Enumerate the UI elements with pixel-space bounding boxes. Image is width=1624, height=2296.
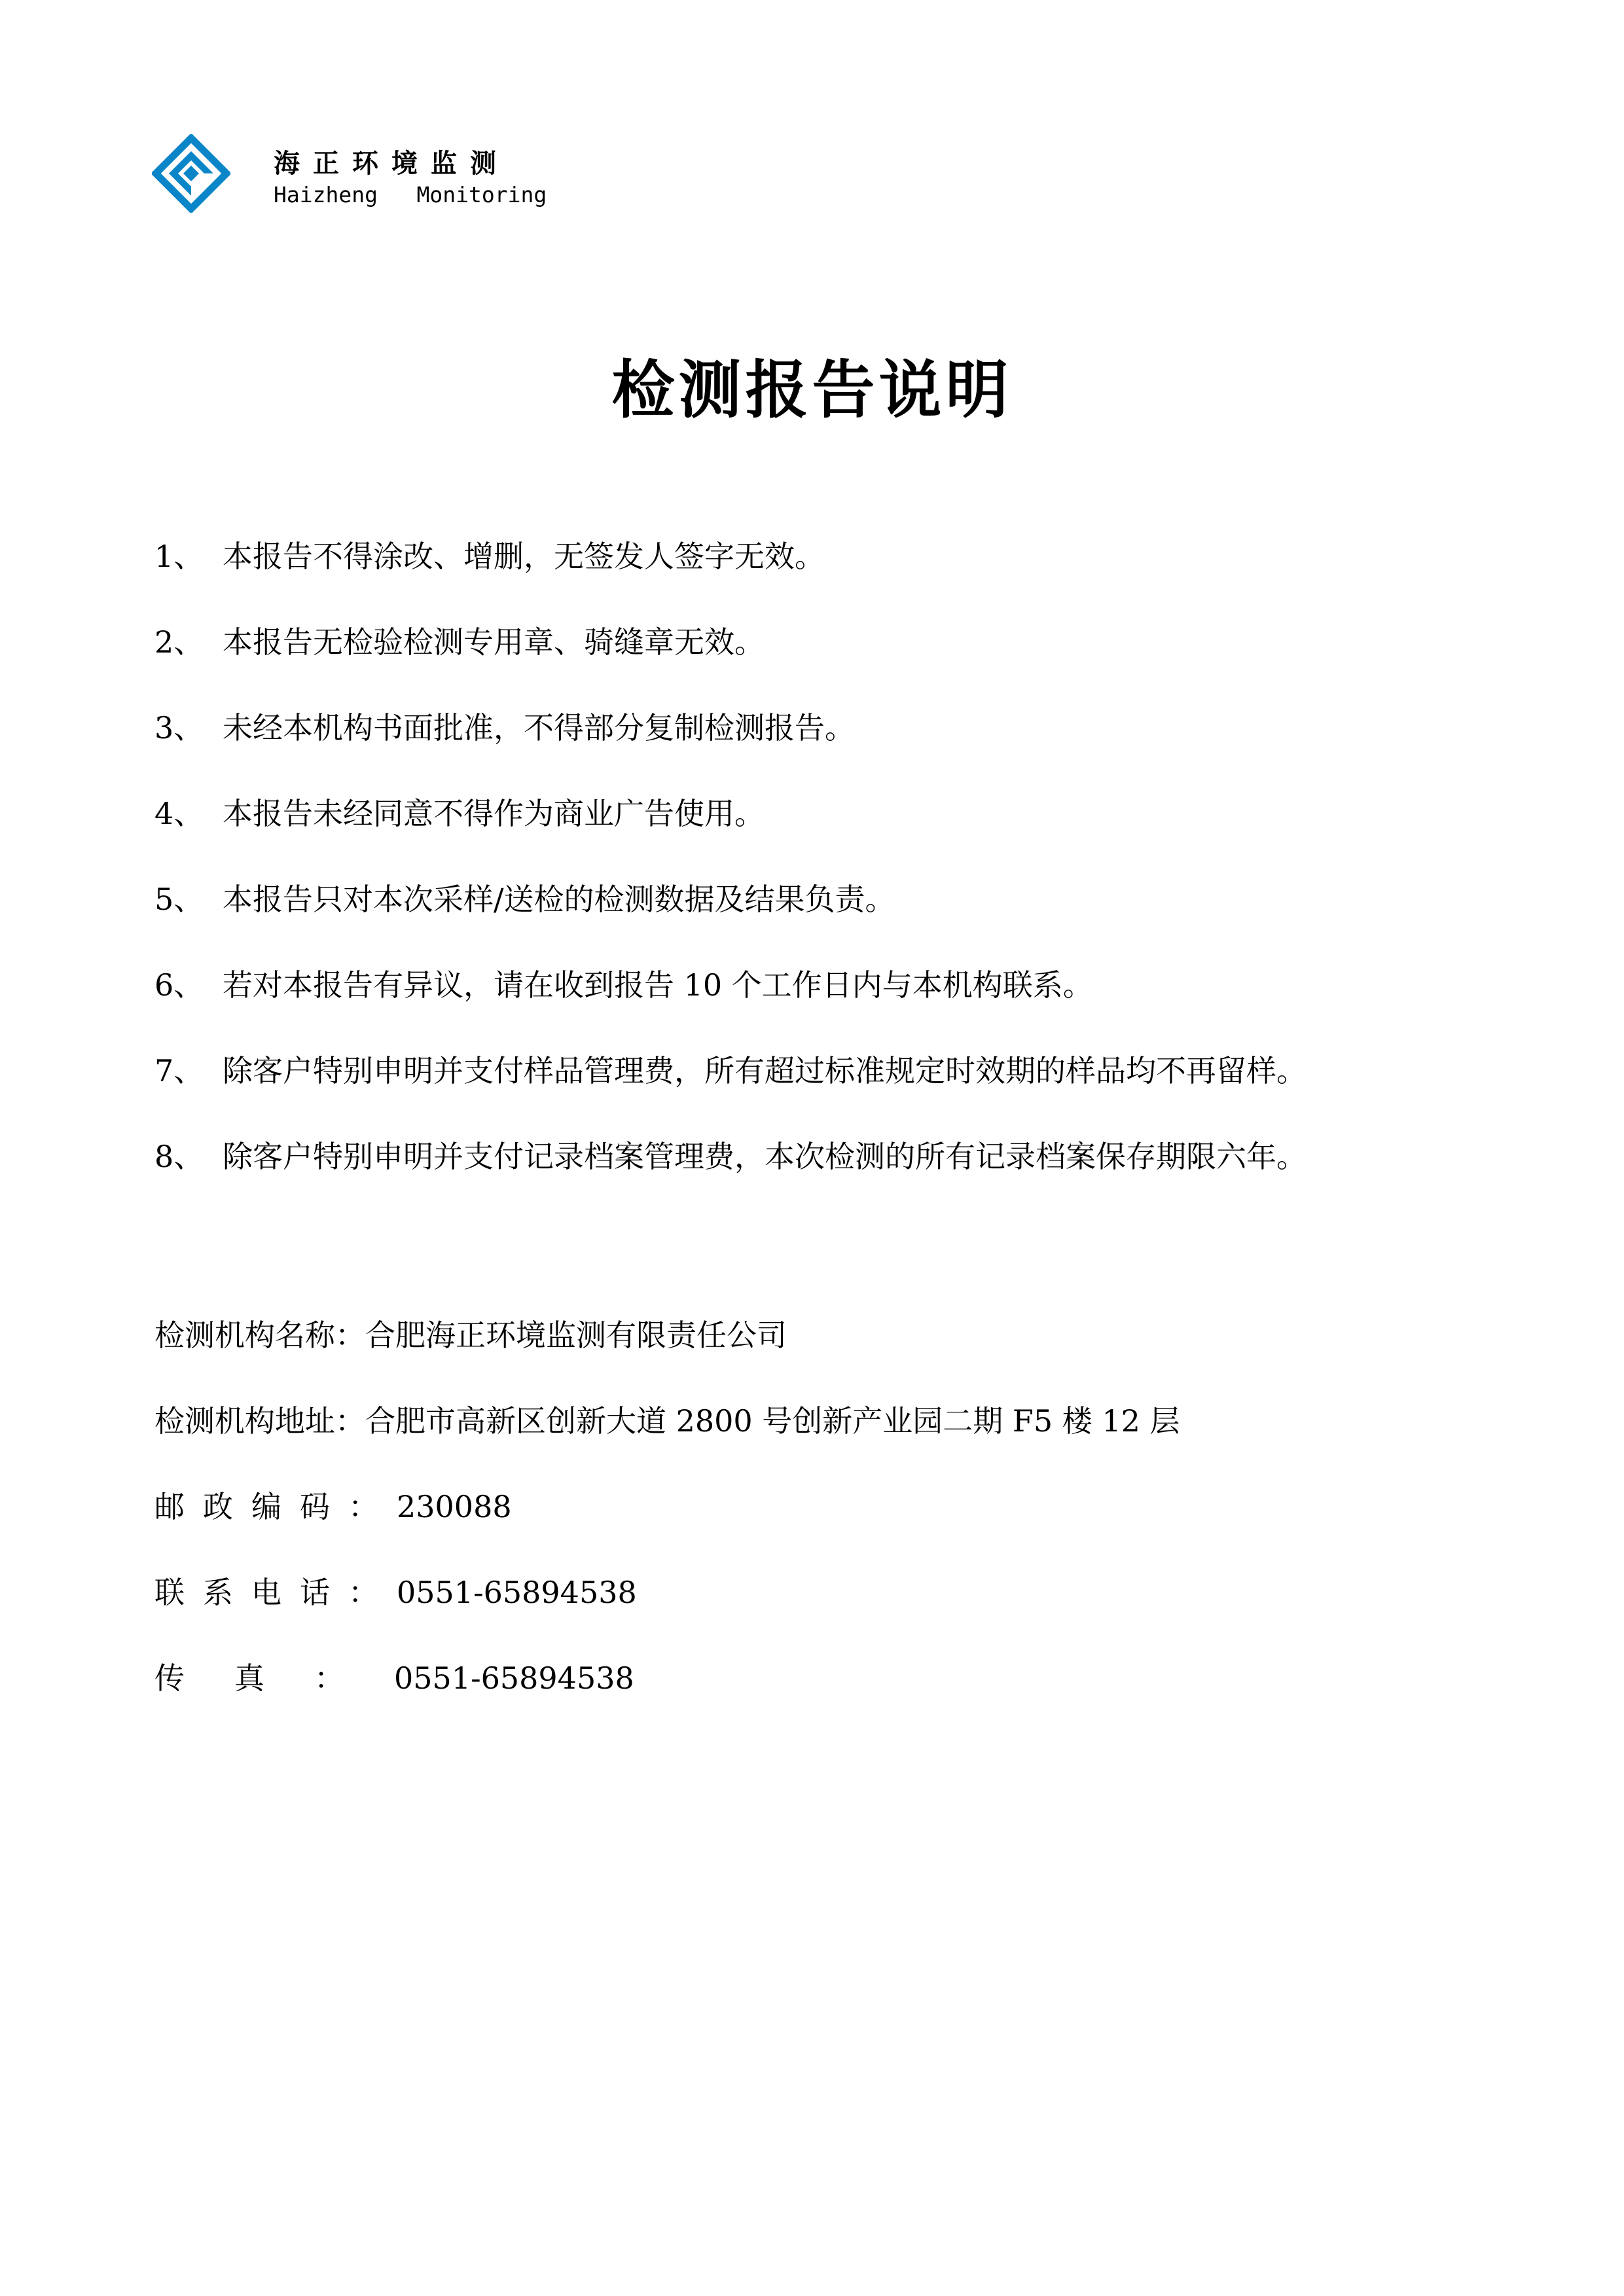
haizheng-diamond-logo-icon xyxy=(152,134,230,213)
note-number: 7、 xyxy=(154,1053,204,1088)
fax-value: 0551-65894538 xyxy=(394,1660,634,1696)
note-number: 1、 xyxy=(154,539,204,574)
note-number: 8、 xyxy=(154,1139,204,1174)
note-text: 除客户特别申明并支付样品管理费，所有超过标准规定时效期的样品均不再留样。 xyxy=(223,1053,1307,1088)
page-title: 检测报告说明 xyxy=(611,353,1013,427)
org-name-row xyxy=(154,1316,1529,1401)
note-item xyxy=(154,880,1529,965)
address-value: 合肥市高新区创新大道 2800 号创新产业园二期 F5 楼 12 层 xyxy=(365,1403,1180,1439)
fax-row xyxy=(154,1659,1529,1744)
note-text: 本报告不得涂改、增删，无签发人签字无效。 xyxy=(223,539,825,574)
note-number: 3、 xyxy=(154,710,204,745)
note-text: 若对本报告有异议，请在收到报告 10 个工作日内与本机构联系。 xyxy=(223,967,1093,1003)
address-row xyxy=(154,1401,1529,1487)
organization-info xyxy=(154,1316,1529,1744)
org-name-value: 合肥海正环境监测有限责任公司 xyxy=(365,1318,787,1353)
note-text: 除客户特别申明并支付记录档案管理费，本次检测的所有记录档案保存期限六年。 xyxy=(223,1139,1307,1174)
report-notes-list xyxy=(154,537,1529,1223)
brand-name-chinese: 海正环境监测 xyxy=(274,149,509,179)
letterhead xyxy=(152,131,741,223)
note-item xyxy=(154,622,1529,708)
note-text: 未经本机构书面批准，不得部分复制检测报告。 xyxy=(223,710,855,745)
note-number: 6、 xyxy=(154,967,204,1003)
note-item xyxy=(154,965,1529,1051)
address-label: 检测机构地址： xyxy=(154,1403,365,1439)
note-item xyxy=(154,537,1529,622)
phone-value: 0551-65894538 xyxy=(397,1575,637,1610)
note-text: 本报告无检验检测专用章、骑缝章无效。 xyxy=(223,624,765,660)
brand-name-english: Haizheng Monitoring xyxy=(274,182,547,207)
note-text: 本报告未经同意不得作为商业广告使用。 xyxy=(223,796,765,831)
org-name-label: 检测机构名称： xyxy=(154,1318,365,1353)
note-number: 2、 xyxy=(154,624,204,660)
note-text: 本报告只对本次采样/送检的检测数据及结果负责。 xyxy=(223,882,895,917)
postcode-row xyxy=(154,1487,1529,1573)
note-item xyxy=(154,1137,1529,1223)
fax-label: 传真： xyxy=(154,1660,394,1696)
postcode-value: 230088 xyxy=(397,1489,512,1524)
note-item xyxy=(154,1051,1529,1137)
note-item xyxy=(154,794,1529,880)
phone-label: 联系电话： xyxy=(154,1575,397,1610)
note-number: 5、 xyxy=(154,882,204,917)
postcode-label: 邮政编码： xyxy=(154,1489,397,1524)
note-number: 4、 xyxy=(154,796,204,831)
note-item xyxy=(154,708,1529,794)
phone-row xyxy=(154,1573,1529,1659)
